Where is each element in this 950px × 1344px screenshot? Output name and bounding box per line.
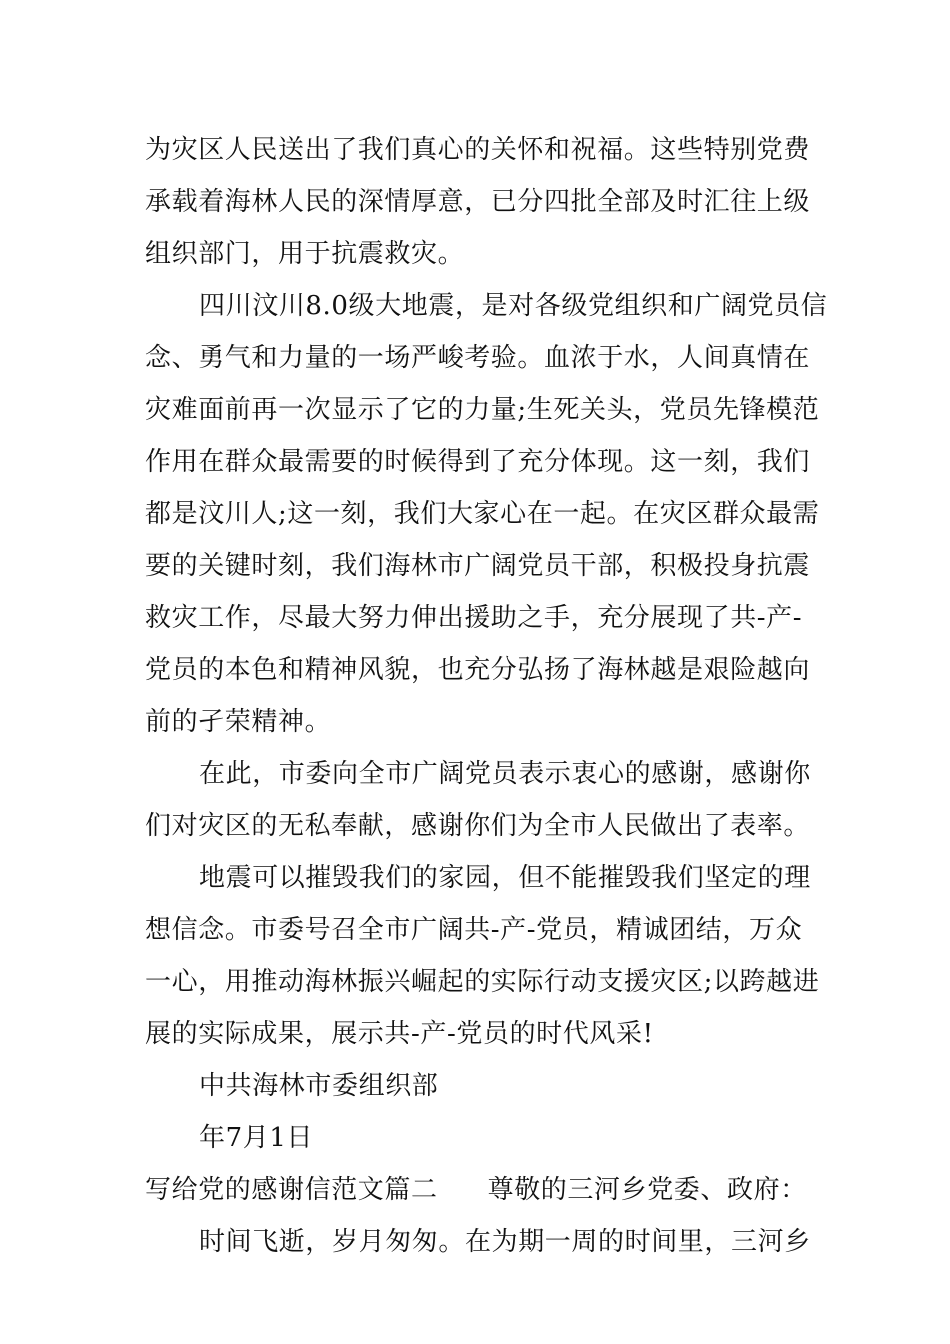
text-line: 念、勇气和力量的一场严峻考验。血浓于水，人间真情在: [145, 343, 811, 373]
text-line: 展的实际成果，展示共-产-党员的时代风采!: [145, 1019, 654, 1049]
text-line: 四川汶川8.0级大地震，是对各级党组织和广阔党员信: [199, 291, 828, 321]
text-line: 都是汶川人;这一刻，我们大家心在一起。在灾区群众最需: [145, 499, 820, 529]
signature-date: 年7月1日: [199, 1123, 314, 1153]
text-line: 为灾区人民送出了我们真心的关怀和祝福。这些特别党费: [145, 135, 811, 165]
text-line: 党员的本色和精神风貌，也充分弘扬了海林越是艰险越向: [145, 655, 811, 685]
text-line: 救灾工作，尽最大努力伸出援助之手，充分展现了共-产-: [145, 603, 803, 633]
document-body: [145, 124, 828, 1268]
text-line: 一心，用推动海林振兴崛起的实际行动支援灾区;以跨越进: [145, 967, 820, 997]
text-line: 组织部门，用于抗震救灾。: [145, 239, 465, 269]
text-line: 作用在群众最需要的时候得到了充分体现。这一刻，我们: [145, 447, 811, 477]
salutation: 尊敬的三河乡党委、政府：: [487, 1175, 807, 1205]
text-line: 在此，市委向全市广阔党员表示衷心的感谢，感谢你: [199, 759, 811, 789]
signature-organization: 中共海林市委组织部: [199, 1071, 439, 1101]
text-line: 时间飞逝，岁月匆匆。在为期一周的时间里，三河乡: [199, 1227, 811, 1257]
text-line: 们对灾区的无私奉献，感谢你们为全市人民做出了表率。: [145, 811, 811, 841]
text-line: 想信念。市委号召全市广阔共-产-党员，精诚团结，万众: [145, 915, 803, 945]
section-heading: 写给党的感谢信范文篇二: [145, 1175, 438, 1205]
text-line: 要的关键时刻，我们海林市广阔党员干部，积极投身抗震: [145, 551, 811, 581]
section-heading-line: [145, 1164, 810, 1216]
text-line: 灾难面前再一次显示了它的力量;生死关头，党员先锋模范: [145, 395, 820, 425]
text-line: 前的孑荣精神。: [145, 707, 332, 737]
text-line: 地震可以摧毁我们的家园，但不能摧毁我们坚定的理: [199, 863, 811, 893]
text-line: 承载着海林人民的深情厚意，已分四批全部及时汇往上级: [145, 187, 811, 217]
